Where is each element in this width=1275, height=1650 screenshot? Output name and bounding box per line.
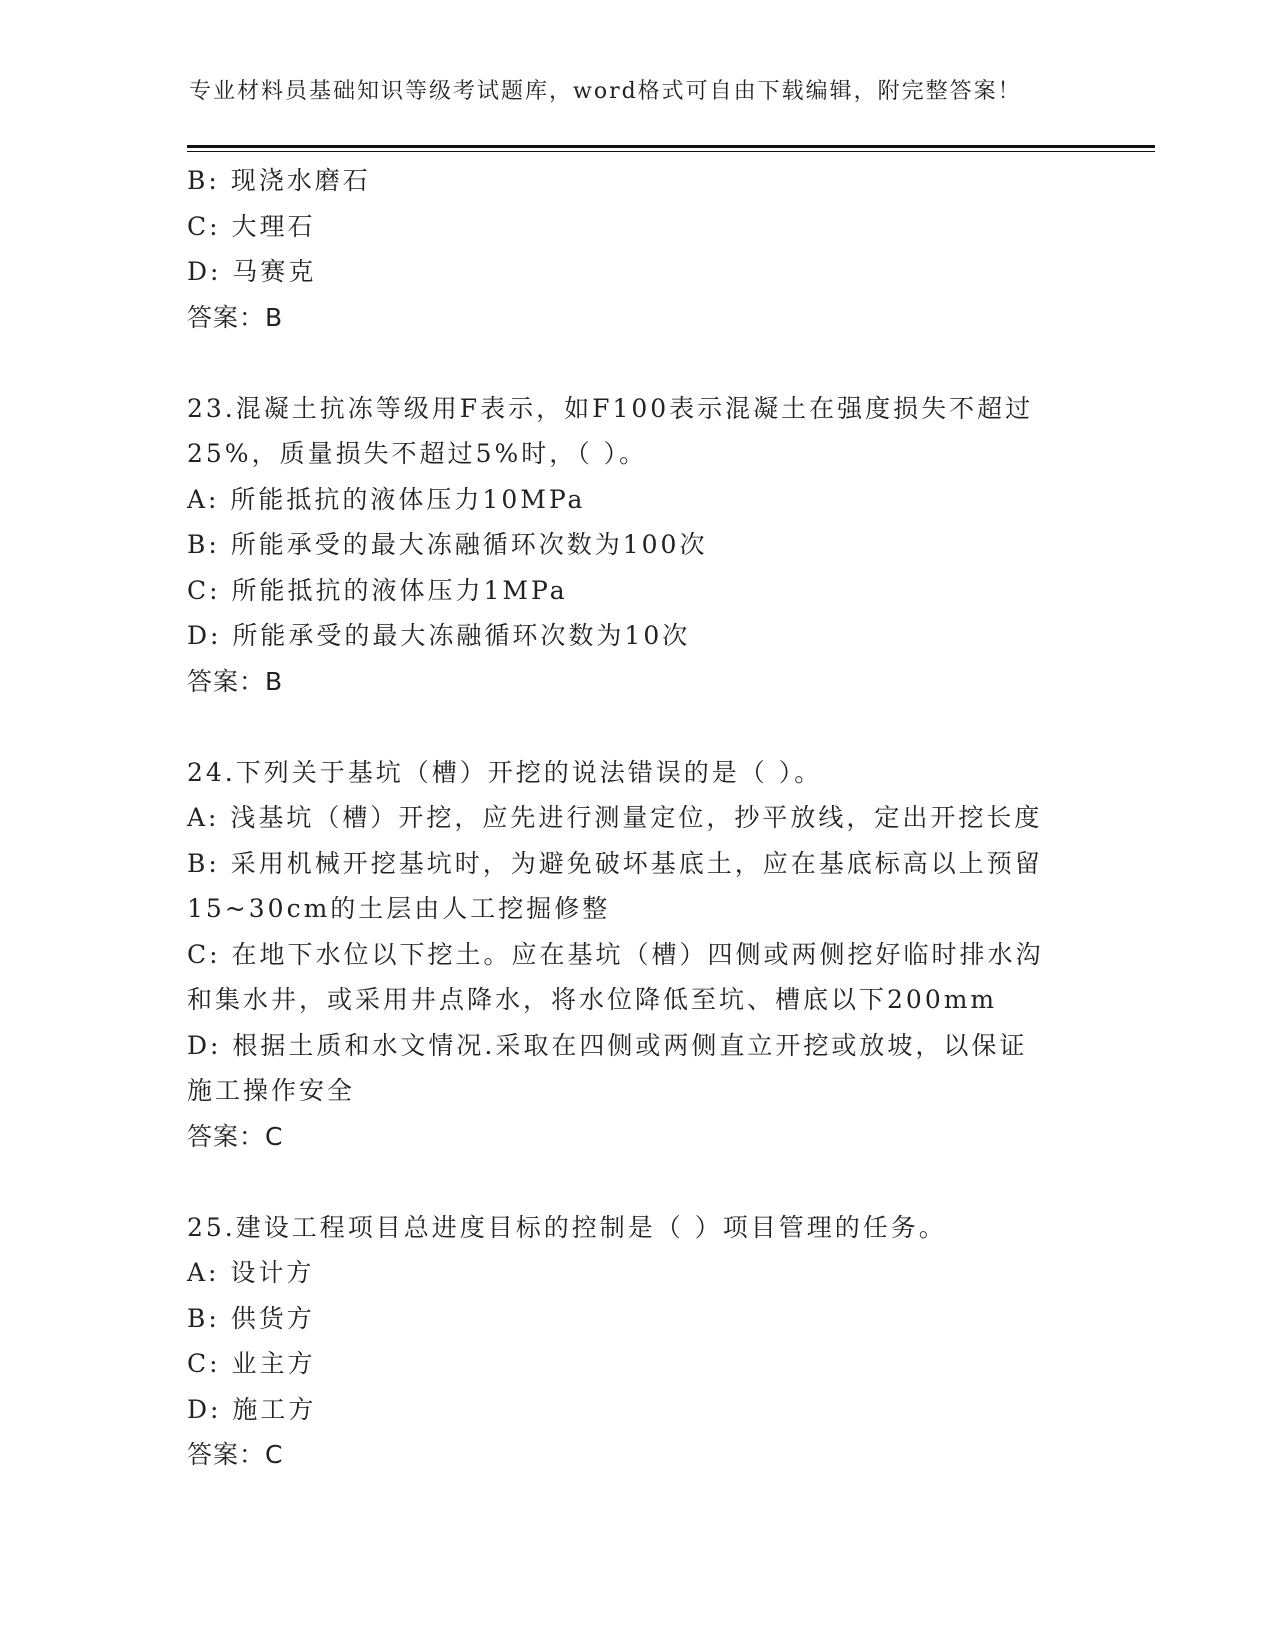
text-line: B: 采用机械开挖基坑时，为避免破坏基底土，应在基底标高以上预留 <box>187 848 1043 878</box>
answer-line: 答案：C <box>187 1440 284 1469</box>
text-line: 25%，质量损失不超过5%时，（ ）。 <box>187 439 648 468</box>
text-line: C: 业主方 <box>187 1349 316 1378</box>
text-line: D: 根据土质和水文情况.采取在四侧或两侧直立开挖或放坡，以保证 <box>187 1030 1028 1060</box>
answer-line: 答案：B <box>187 302 284 332</box>
text-line: 15~30cm的土层由人工挖掘修整 <box>187 894 611 923</box>
text-line: C: 大理石 <box>187 211 316 241</box>
text-line: D: 所能承受的最大冻融循环次数为10次 <box>187 621 691 650</box>
text-line: B: 所能承受的最大冻融循环次数为100次 <box>187 530 708 559</box>
header-rule-thick <box>187 145 1155 148</box>
answer-line: 答案：C <box>187 1121 284 1151</box>
text-line: 施工操作安全 <box>187 1076 356 1105</box>
header-rule-thin <box>187 151 1155 152</box>
text-line: C: 所能抵抗的液体压力1MPa <box>187 575 568 605</box>
text-line: 25.建设工程项目总进度目标的控制是（ ）项目管理的任务。 <box>187 1212 947 1242</box>
text-line: 23.混凝土抗冻等级用F表示，如F100表示混凝土在强度损失不超过 <box>187 393 1034 423</box>
page-header: 专业材料员基础知识等级考试题库，word格式可自由下载编辑，附完整答案！ <box>189 79 1022 104</box>
text-line: B: 现浇水磨石 <box>187 166 371 195</box>
text-line: C: 在地下水位以下挖土。应在基坑（槽）四侧或两侧挖好临时排水沟 <box>187 939 1044 969</box>
text-line: A: 设计方 <box>187 1258 315 1287</box>
text-line: D: 马赛克 <box>187 257 317 286</box>
spacer <box>187 704 1087 750</box>
text-line: 和集水井，或采用井点降水，将水位降低至坑、槽底以下200mm <box>187 985 998 1014</box>
spacer <box>187 1159 1087 1205</box>
answer-line: 答案：B <box>187 666 284 696</box>
text-line: D: 施工方 <box>187 1394 317 1424</box>
spacer <box>187 340 1087 386</box>
text-line: A: 所能抵抗的液体压力10MPa <box>187 484 586 514</box>
text-line: A: 浅基坑（槽）开挖，应先进行测量定位，抄平放线，定出开挖长度 <box>187 803 1043 832</box>
text-line: 24.下列关于基坑（槽）开挖的说法错误的是（ ）。 <box>187 757 823 787</box>
question-content <box>187 158 1087 1478</box>
text-line: B: 供货方 <box>187 1303 315 1333</box>
